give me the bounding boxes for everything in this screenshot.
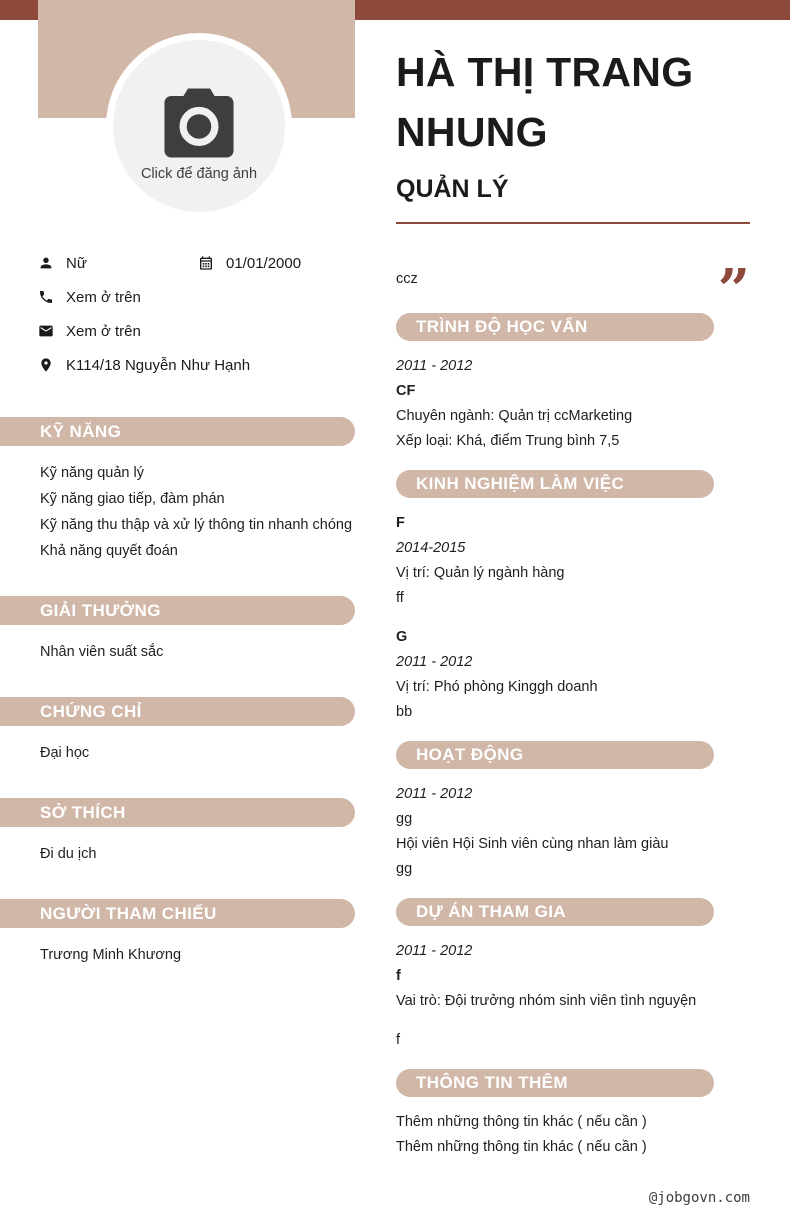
left-column xyxy=(0,417,356,968)
section-projects xyxy=(396,898,750,1053)
section-awards xyxy=(0,596,356,665)
entry-detail: Vai trò: Đội trưởng nhóm sinh viên tình nguyện xyxy=(396,993,697,1009)
list-item: Kỹ năng giao tiếp, đàm phán xyxy=(40,491,225,507)
section-experience xyxy=(396,470,750,725)
email-icon xyxy=(38,323,54,339)
birthday-value: 01/01/2000 xyxy=(226,254,302,272)
entry-date: 2011 - 2012 xyxy=(396,786,473,802)
email-value: Xem ở trên xyxy=(66,322,141,340)
entry-detail: gg xyxy=(396,861,413,877)
section-activities xyxy=(396,741,750,882)
right-column xyxy=(396,30,750,1160)
gender-field xyxy=(38,255,198,272)
list-item: Đại học xyxy=(40,745,90,761)
contact-info xyxy=(38,246,358,382)
list-item: Trương Minh Khương xyxy=(40,947,182,963)
section-skills xyxy=(0,417,356,564)
entry-detail: Vị trí: Phó phòng Kinggh doanh xyxy=(396,679,598,695)
address-value: K114/18 Nguyễn Như Hạnh xyxy=(66,356,251,374)
camera-icon xyxy=(155,85,243,161)
title-divider xyxy=(396,222,750,224)
entry-date: 2011 - 2012 xyxy=(396,654,473,670)
entry-detail: Thêm những thông tin khác ( nếu cần ) xyxy=(396,1139,647,1155)
entry-name: CF xyxy=(396,383,416,399)
section-title: THÔNG TIN THÊM xyxy=(396,1069,714,1097)
section-certificates xyxy=(0,697,356,766)
section-title: KINH NGHIỆM LÀM VIỆC xyxy=(396,470,714,498)
list-item: Kỹ năng quản lý xyxy=(40,465,144,481)
entry-detail: gg xyxy=(396,811,413,827)
email-field xyxy=(38,323,141,340)
entry-detail: f xyxy=(396,1032,401,1048)
section-title: CHỨNG CHỈ xyxy=(0,697,355,726)
section-education xyxy=(396,313,750,454)
entry-detail: ff xyxy=(396,590,404,606)
entry-name: f xyxy=(396,968,401,984)
section-title: TRÌNH ĐỘ HỌC VẤN xyxy=(396,313,714,341)
photo-upload-label: Click để đăng ảnh xyxy=(140,165,258,182)
entry-date: 2014-2015 xyxy=(396,540,466,556)
section-title: KỸ NĂNG xyxy=(0,417,355,446)
entry-detail: Vị trí: Quản lý ngành hàng xyxy=(396,565,565,581)
quote-icon: ” xyxy=(717,257,750,323)
summary-block xyxy=(396,257,750,323)
section-title: HOẠT ĐỘNG xyxy=(396,741,714,769)
section-title: GIẢI THƯỞNG xyxy=(0,596,355,625)
job-title: QUẢN LÝ xyxy=(396,175,509,203)
section-title: NGƯỜI THAM CHIẾU xyxy=(0,899,355,928)
phone-field xyxy=(38,289,141,306)
list-item: Khả năng quyết đoán xyxy=(40,543,178,559)
address-field xyxy=(38,357,250,374)
section-references xyxy=(0,899,356,968)
section-title: SỞ THÍCH xyxy=(0,798,355,827)
photo-upload-button[interactable] xyxy=(106,33,292,219)
info-row-email xyxy=(38,314,358,348)
info-row-gender-birthday xyxy=(38,246,358,280)
location-icon xyxy=(38,357,54,373)
list-item: Đi du ịch xyxy=(40,846,97,862)
summary-text: ccz xyxy=(396,271,418,287)
entry-detail: bb xyxy=(396,704,413,720)
list-item: Kỹ năng thu thập và xử lý thông tin nhanh chóng xyxy=(40,517,353,533)
watermark: @jobgovn.com xyxy=(648,1190,750,1206)
entry-name: F xyxy=(396,515,405,531)
list-item: Nhân viên suất sắc xyxy=(40,644,164,660)
section-additional-info xyxy=(396,1069,750,1160)
calendar-icon xyxy=(198,255,214,271)
phone-value: Xem ở trên xyxy=(66,288,141,306)
person-icon xyxy=(38,255,54,271)
section-hobbies xyxy=(0,798,356,867)
entry-detail: Hội viên Hội Sinh viên cùng nhan làm giàu xyxy=(396,836,669,852)
candidate-name: HÀ THỊ TRANG NHUNG xyxy=(396,49,694,155)
birthday-field xyxy=(198,255,301,272)
section-title: DỰ ÁN THAM GIA xyxy=(396,898,714,926)
entry-detail: Xếp loại: Khá, điểm Trung bình 7,5 xyxy=(396,433,620,449)
entry-detail: Chuyên ngành: Quản trị ccMarketing xyxy=(396,408,633,424)
entry-name: G xyxy=(396,629,408,645)
phone-icon xyxy=(38,289,54,305)
gender-value: Nữ xyxy=(66,254,87,272)
entry-detail: Thêm những thông tin khác ( nếu cần ) xyxy=(396,1114,647,1130)
entry-date: 2011 - 2012 xyxy=(396,943,473,959)
entry-date: 2011 - 2012 xyxy=(396,358,473,374)
info-row-address xyxy=(38,348,358,382)
info-row-phone xyxy=(38,280,358,314)
